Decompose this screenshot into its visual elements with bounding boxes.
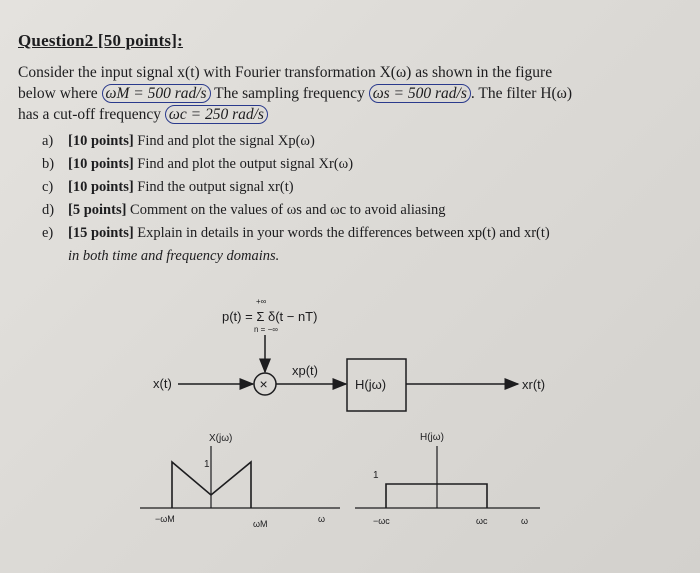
part-text-continued: in both time and frequency domains. xyxy=(68,248,280,264)
spectrum-h-pos-label: ωc xyxy=(476,516,488,526)
spectrum-x-axis-label: ω xyxy=(318,514,326,524)
output-label: xr(t) xyxy=(522,377,546,392)
statement-line-2-mid: The sampling frequency xyxy=(214,85,365,102)
part-label: c) xyxy=(42,179,54,195)
statement-line-1: Consider the input signal x(t) with Fourier transformation X(ω) as shown in the figure xyxy=(18,64,553,81)
ws-value-circled: ωs = 500 rad/s xyxy=(369,84,471,103)
input-label: x(t) xyxy=(153,376,172,391)
spectrum-x-amplitude: 1 xyxy=(204,459,210,470)
wc-value-circled: ωc = 250 rad/s xyxy=(165,105,268,124)
part-text: Comment on the values of ωs and ωc to avoid aliasing xyxy=(130,202,446,218)
part-points: [10 points] xyxy=(68,156,134,172)
spectrum-x-title: X(jω) xyxy=(209,433,233,444)
wm-value-circled: ωM = 500 rad/s xyxy=(102,84,211,103)
spectrum-h-axis-label: ω xyxy=(521,516,529,526)
spectrum-h-amplitude: 1 xyxy=(373,470,379,481)
part-points: [10 points] xyxy=(68,179,134,195)
statement-line-3-pre: has a cut-off frequency xyxy=(18,106,162,123)
part-label: d) xyxy=(42,202,55,218)
filter-spectrum-plot xyxy=(355,432,540,526)
impulse-train-label: p(t) = Σ δ(t − nT) xyxy=(222,309,318,324)
spectrum-h-title: H(jω) xyxy=(420,432,444,443)
sum-lower-limit: n = −∞ xyxy=(254,325,278,334)
part-points: [10 points] xyxy=(68,133,134,149)
sum-upper-limit: +∞ xyxy=(256,297,267,306)
block-diagram xyxy=(153,297,545,411)
part-label: a) xyxy=(42,133,54,149)
spectrum-x-neg-label: −ωM xyxy=(155,514,175,524)
statement-line-2-pre: below where xyxy=(18,85,98,102)
part-text: Explain in details in your words the differences between xp(t) and xr(t) xyxy=(137,225,550,241)
question-title: Question2 [50 points]: xyxy=(18,31,183,50)
filter-label: H(jω) xyxy=(355,377,387,392)
part-points: [15 points] xyxy=(68,225,134,241)
part-text: Find and plot the output signal Xr(ω) xyxy=(137,156,354,172)
part-points: [5 points] xyxy=(68,202,127,218)
part-text: Find and plot the signal Xp(ω) xyxy=(137,133,315,149)
multiplier-symbol: × xyxy=(259,376,268,392)
part-text: Find the output signal xr(t) xyxy=(137,179,294,195)
spectrum-x-pos-label: ωM xyxy=(253,519,268,529)
statement-line-2-post: . The filter H(ω) xyxy=(470,85,573,102)
sampled-signal-label: xp(t) xyxy=(292,363,318,378)
spectrum-h-neg-label: −ωc xyxy=(373,516,390,526)
part-label: e) xyxy=(42,225,54,241)
input-spectrum-plot xyxy=(140,433,340,529)
part-label: b) xyxy=(42,156,55,172)
